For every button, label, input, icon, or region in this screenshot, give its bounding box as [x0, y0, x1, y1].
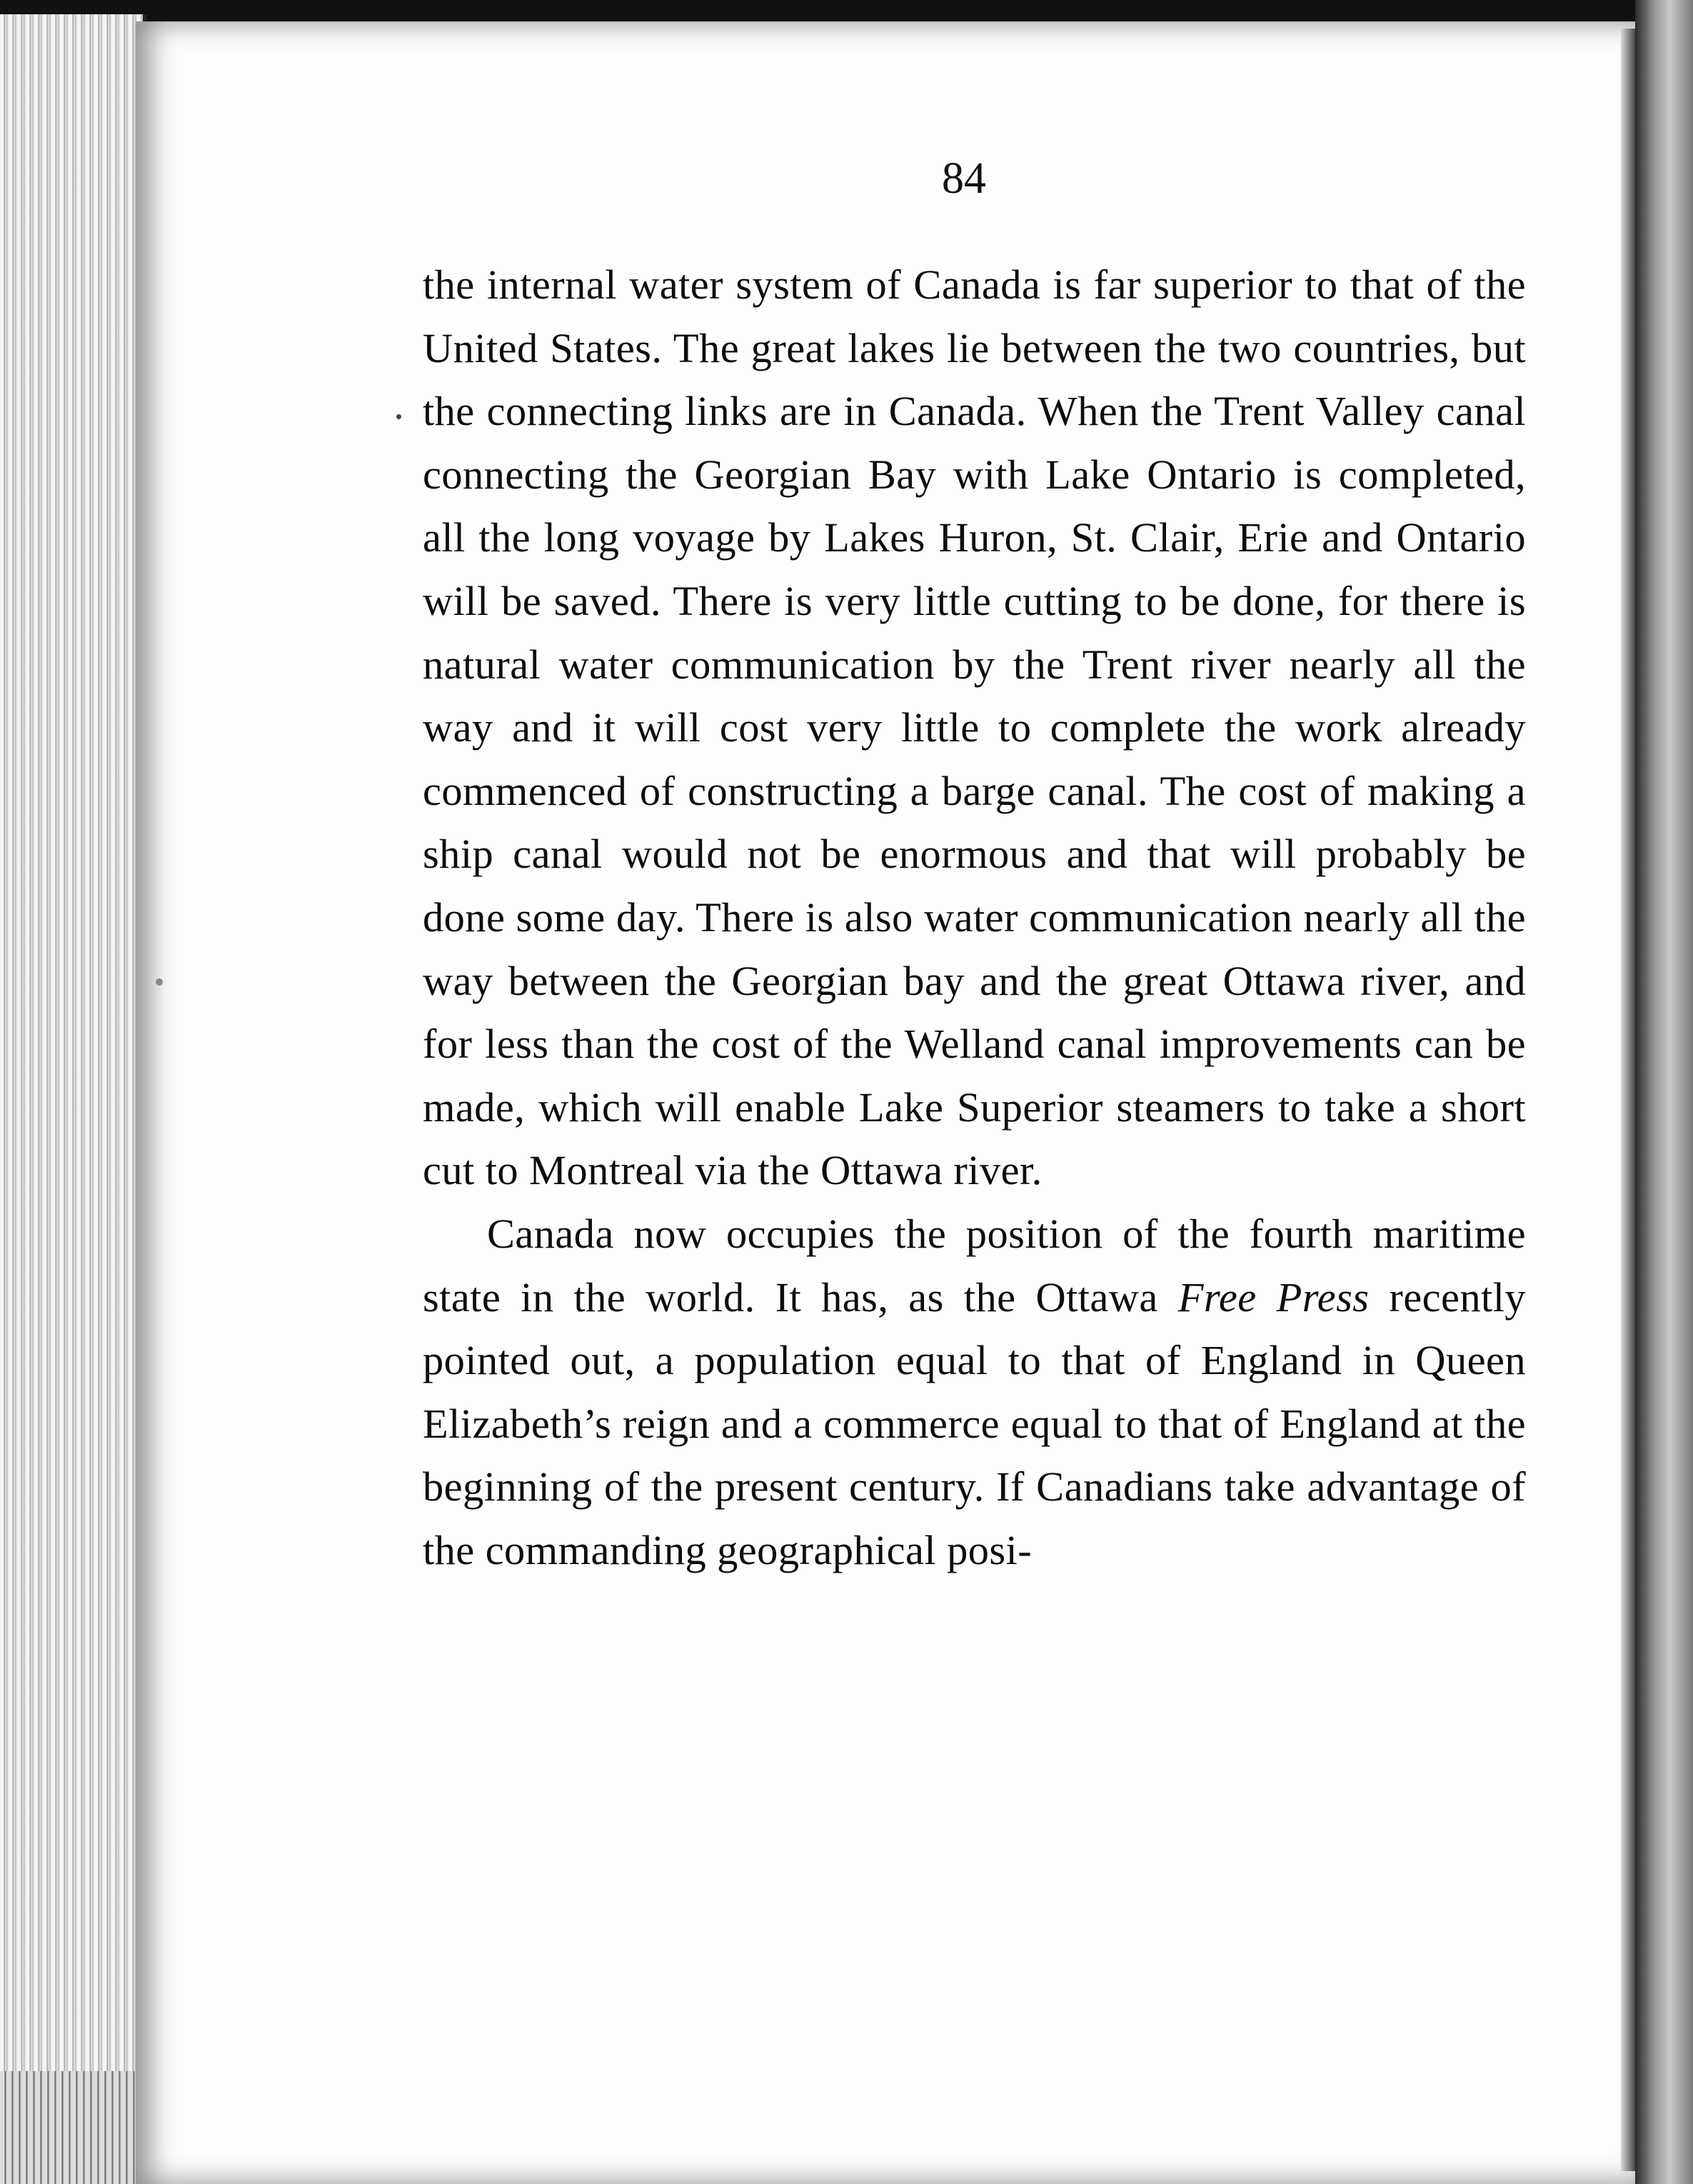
paragraph-text: Canada now occupies the position of the fourth maritime state in the world. It has, as the Ottawa [423, 1210, 1526, 1321]
body-text [423, 254, 1526, 1582]
italic-publication-title: Free Press [1177, 1273, 1370, 1321]
paragraph: the internal water system of Canada is far superior to that of the United States. The great lakes lie between the two countries, but the connecting links are in Canada. When the Trent Valley canal connecting the Georgian Bay with Lake Ontario is completed, all the long voyage by Lakes Huron, St. Clair, Erie and Ontario will be saved. There is very little cutting to be done, for there is natural water communication by the Trent river nearly all the way and it will cost very little to complete the work already commenced of constructing a barge canal. The cost of making a ship canal would not be enormous and that will probably be done some day. There is also water communication nearly all the way between the Georgian bay and the great Ottawa river, and for less than the cost of the Welland canal improvements can be made, which will enable Lake Superior steamers to take a short cut to Montreal via the Ottawa river. [423, 261, 1526, 1194]
page-number: 84 [942, 154, 986, 203]
paragraph-text: recently pointed out, a population equal to that of England in Queen Elizabeth’s reign and a commerce equal to that of England at the beginning of the present century. If Canadians take advantage of the commanding geographical posi- [423, 1273, 1526, 1573]
right-page-edge [1635, 0, 1693, 2184]
margin-speck [156, 978, 163, 986]
book-page-edges [0, 14, 147, 2164]
paragraph [423, 1203, 1526, 1583]
margin-speck [396, 414, 401, 419]
